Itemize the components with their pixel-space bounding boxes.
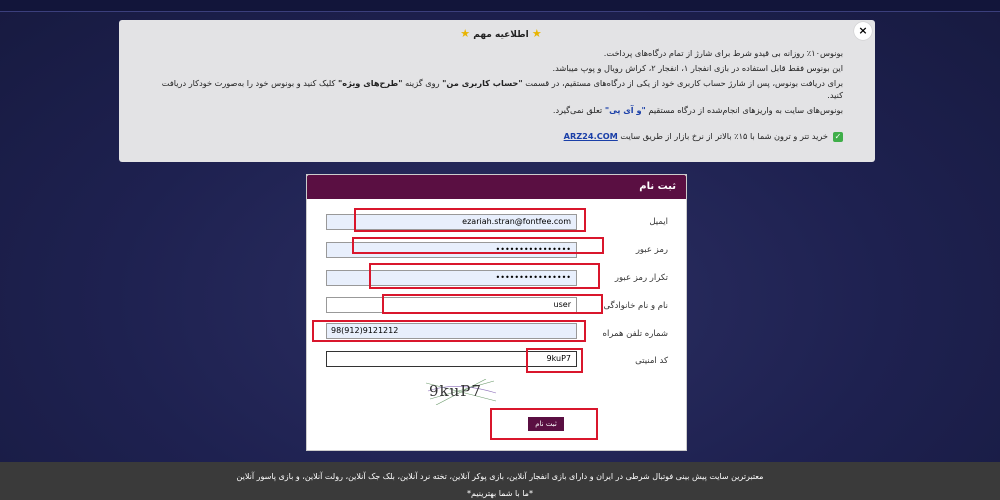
phone-label: شماره تلفن همراه <box>602 329 668 339</box>
password-label: رمز عبور <box>635 245 668 255</box>
confirm-password-field[interactable]: •••••••••••••••• <box>326 270 577 286</box>
notice-line-1: بونوس۱۰٪ روزانه بی قیدو شرط برای شارژ از تمام درگاه‌های پرداخت. <box>603 48 843 58</box>
phone-field[interactable]: 98(912)9121212 <box>326 323 577 339</box>
notice-line-3: برای دریافت بونوس، پس از شارژ حساب کاربری خود از یکی از درگاه‌های مستقیم، در قسمت "حساب کاربری من" روی گزینه "طرح‌های ویژه" کلیک کنید و بونوس خود را به‌صورت خودکار دریافت کنید. <box>161 78 843 100</box>
full-name-field[interactable]: user <box>326 297 577 313</box>
registration-card <box>306 174 687 451</box>
captcha-field[interactable]: 9kuP7 <box>326 351 577 367</box>
captcha-image-text: 9kuP7 <box>429 382 482 400</box>
notice-title-text: اطلاعیه مهم <box>473 30 529 40</box>
notice-line-2: این بونوس فقط قابل استفاده در بازی انفجار ۱، انفجار ۲، کراش رویال و پوپ میباشد. <box>552 63 843 73</box>
notice-line-5: ✓خرید تتر و ترون شما با ۱۵٪ بالاتر از نرخ بازار از طریق سایت ARZ24.COM <box>563 131 842 141</box>
notice-line-4: بونوس‌های سایت به واریزهای انجام‌شده از درگاه مستقیم "و آی پی" تعلق نمی‌گیرد. <box>552 105 843 115</box>
submit-button[interactable]: ثبت نام <box>528 417 564 431</box>
confirm-password-label: تکرار رمز عبور <box>614 273 668 283</box>
checkmark-icon: ✓ <box>834 131 842 141</box>
email-label: ایمیل <box>649 217 668 227</box>
notice-panel <box>119 20 875 162</box>
footer <box>0 462 1000 500</box>
password-field[interactable]: •••••••••••••••• <box>326 242 577 258</box>
top-nav-bar <box>0 0 1000 12</box>
close-button[interactable]: × <box>854 22 872 40</box>
notice-title <box>159 27 843 40</box>
footer-description: معتبرترین سایت پیش بینی فوتبال شرطی در ایران و دارای بازی انفجار آنلاین، بازی پوکر آنلاین، تخته نرد آنلاین، بلک جک آنلاین، رولت آنلاین، و بازی پاسور آنلاین <box>236 472 764 481</box>
star-icon: ★ <box>460 27 471 40</box>
email-field[interactable]: ezariah.stran@fontfee.com <box>326 214 577 230</box>
registration-title: ثبت نام <box>307 175 686 199</box>
full-name-label: نام و نام خانوادگی <box>603 301 668 311</box>
captcha-label: کد امنیتی <box>635 356 668 366</box>
arz24-link[interactable]: ARZ24.COM <box>563 131 618 141</box>
captcha-image <box>426 379 498 405</box>
star-icon: ★ <box>531 27 542 40</box>
footer-slogan: *ما با شما بهترینیم* <box>467 489 533 498</box>
